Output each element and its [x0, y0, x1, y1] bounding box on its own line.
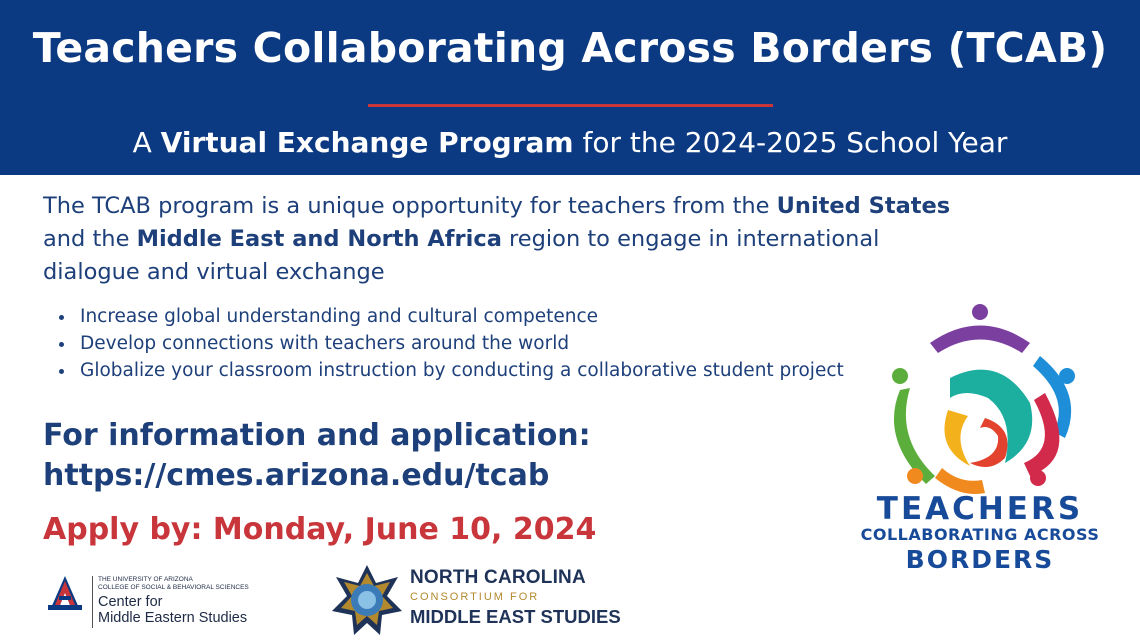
ua-line-1: THE UNIVERSITY OF ARIZONA — [98, 576, 193, 583]
ua-center-name — [98, 594, 247, 626]
intro-text-1: The TCAB program is a unique opportunity for teachers from the — [43, 193, 777, 219]
benefits-list — [58, 303, 844, 384]
ua-divider — [92, 576, 93, 628]
nc-line-2: CONSORTIUM FOR — [410, 591, 540, 603]
intro-bold-us: United States — [776, 193, 951, 219]
title-divider — [368, 104, 773, 107]
tcab-logo-collaborating: COLLABORATING ACROSS — [860, 525, 1100, 544]
intro-text-3: region to engage in international dialogue and virtual exchange — [43, 226, 880, 285]
university-of-arizona-logo-icon — [45, 573, 85, 613]
nc-consortium-star-icon — [330, 563, 404, 637]
list-item: • Globalize your classroom instruction by conducting a collaborative student project — [76, 357, 844, 384]
info-url-link[interactable]: https://cmes.arizona.edu/tcab — [43, 458, 550, 493]
apply-deadline: Apply by: Monday, June 10, 2024 — [43, 512, 597, 547]
subtitle-bold: Virtual Exchange Program — [160, 126, 574, 159]
intro-bold-mena: Middle East and North Africa — [136, 226, 502, 252]
list-item: • Develop connections with teachers around the world — [76, 330, 844, 357]
info-label: For information and application: — [43, 418, 591, 453]
intro-text-2: and the — [43, 226, 137, 252]
info-block — [43, 416, 591, 496]
tcab-logo-teachers: TEACHERS — [876, 491, 1084, 527]
header-banner — [0, 0, 1140, 175]
ua-center-line-1: Center for — [98, 594, 163, 610]
tcab-logo-borders: BORDERS — [905, 545, 1055, 574]
ua-college-text — [98, 576, 249, 592]
page-title: Teachers Collaborating Across Borders (TCAB) — [32, 24, 1108, 72]
ua-line-2: COLLEGE OF SOCIAL & BEHAVIORAL SCIENCES — [98, 584, 249, 591]
list-item: • Increase global understanding and cultural competence — [76, 303, 844, 330]
nc-line-3: MIDDLE EAST STUDIES — [410, 606, 621, 627]
subtitle-pre: A — [132, 126, 161, 159]
page-subtitle — [0, 126, 1140, 159]
intro-paragraph — [43, 190, 963, 289]
subtitle-post: for the 2024-2025 School Year — [573, 126, 1008, 159]
nc-line-1: NORTH CAROLINA — [410, 567, 586, 588]
ua-center-line-2: Middle Eastern Studies — [98, 610, 248, 626]
